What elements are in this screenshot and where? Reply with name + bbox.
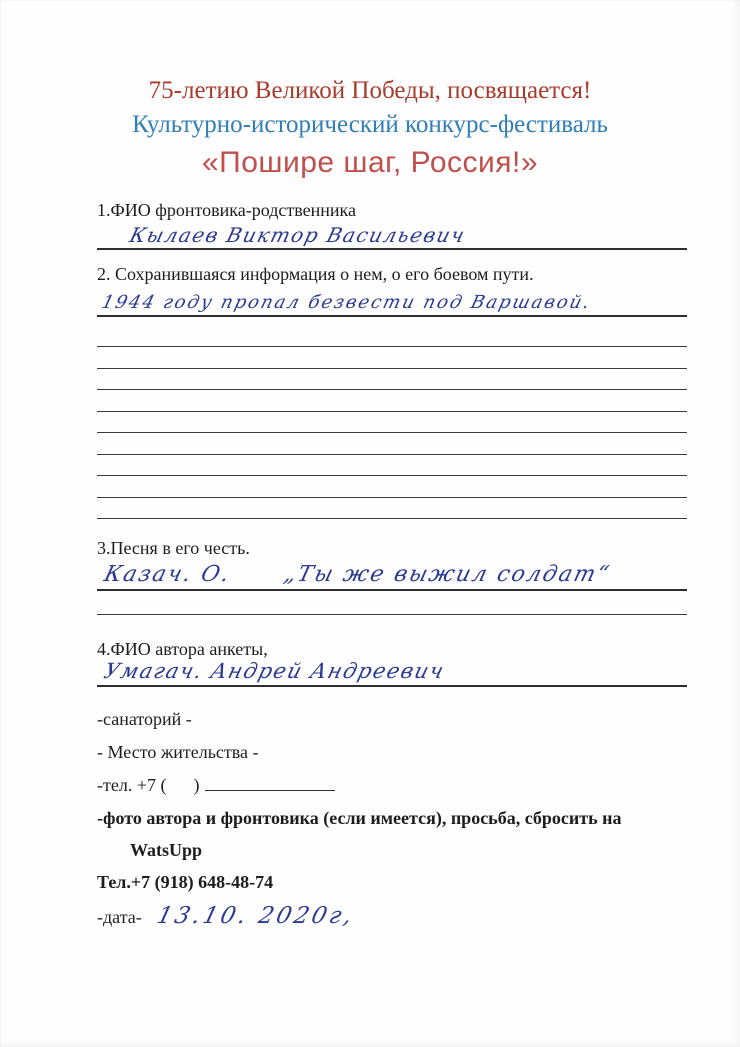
handwritten-date: 13.10. 2020г,: [153, 903, 358, 929]
question-2-handwritten-answer: 1944 году пропал безвести под Варшавой.: [99, 292, 594, 313]
question-4-handwritten-answer: Умагач. Андрей Андреевич: [101, 659, 448, 683]
date-row: [97, 902, 687, 930]
blank-line: [97, 433, 687, 455]
blank-line: [97, 476, 687, 498]
question-3-ruled-lines: [97, 591, 687, 615]
question-1-answer-field: [97, 222, 687, 250]
question-2-answer-field: [97, 290, 687, 317]
sanatorium-label: -санаторий -: [97, 709, 192, 729]
blank-line: [97, 498, 687, 520]
blank-line: [97, 591, 687, 615]
blank-line: [97, 326, 687, 348]
residence-label: - Место жительства -: [97, 742, 259, 762]
question-3-handwritten-answer: Казач. О. „Ты же выжил солдат“: [101, 562, 614, 587]
question-3-label: 3.Песня в его честь.: [97, 538, 250, 558]
form-body: [97, 200, 687, 930]
blank-line: [97, 369, 687, 391]
question-4-label: 4.ФИО автора анкеты,: [97, 639, 268, 659]
festival-subtitle: Культурно-исторический конкурс-фестиваль: [132, 111, 608, 138]
question-2-ruled-lines: [97, 326, 687, 520]
question-4-answer-field: [97, 661, 687, 687]
photo-request-note: -фото автора и фронтовика (если имеется), просьба, сбросить на: [97, 808, 622, 828]
form-header: [0, 76, 740, 181]
phone-field-label: -тел. +7 ( ): [97, 775, 200, 795]
blank-line: [97, 412, 687, 434]
phone-blank-line: [205, 775, 335, 791]
festival-slogan: «Пошире шаг, Россия!»: [201, 146, 539, 179]
dedication-title: 75-летию Великой Победы, посвящается!: [148, 77, 592, 104]
date-label: -дата-: [97, 907, 142, 927]
question-2-label: 2. Сохранившаяся информация о нем, о его боевом пути.: [97, 264, 534, 284]
question-1-label: 1.ФИО фронтовика-родственника: [97, 200, 356, 220]
whatsapp-label: WatsUpp: [130, 840, 203, 860]
blank-line: [97, 347, 687, 369]
phone-field-row: [97, 775, 687, 795]
question-3-answer-field: [97, 562, 687, 591]
contact-phone: Тел.+7 (918) 648-48-74: [97, 872, 274, 892]
blank-line: [97, 390, 687, 412]
question-1-handwritten-answer: Кылаев Виктор Васильевич: [127, 223, 469, 247]
blank-line: [97, 455, 687, 477]
